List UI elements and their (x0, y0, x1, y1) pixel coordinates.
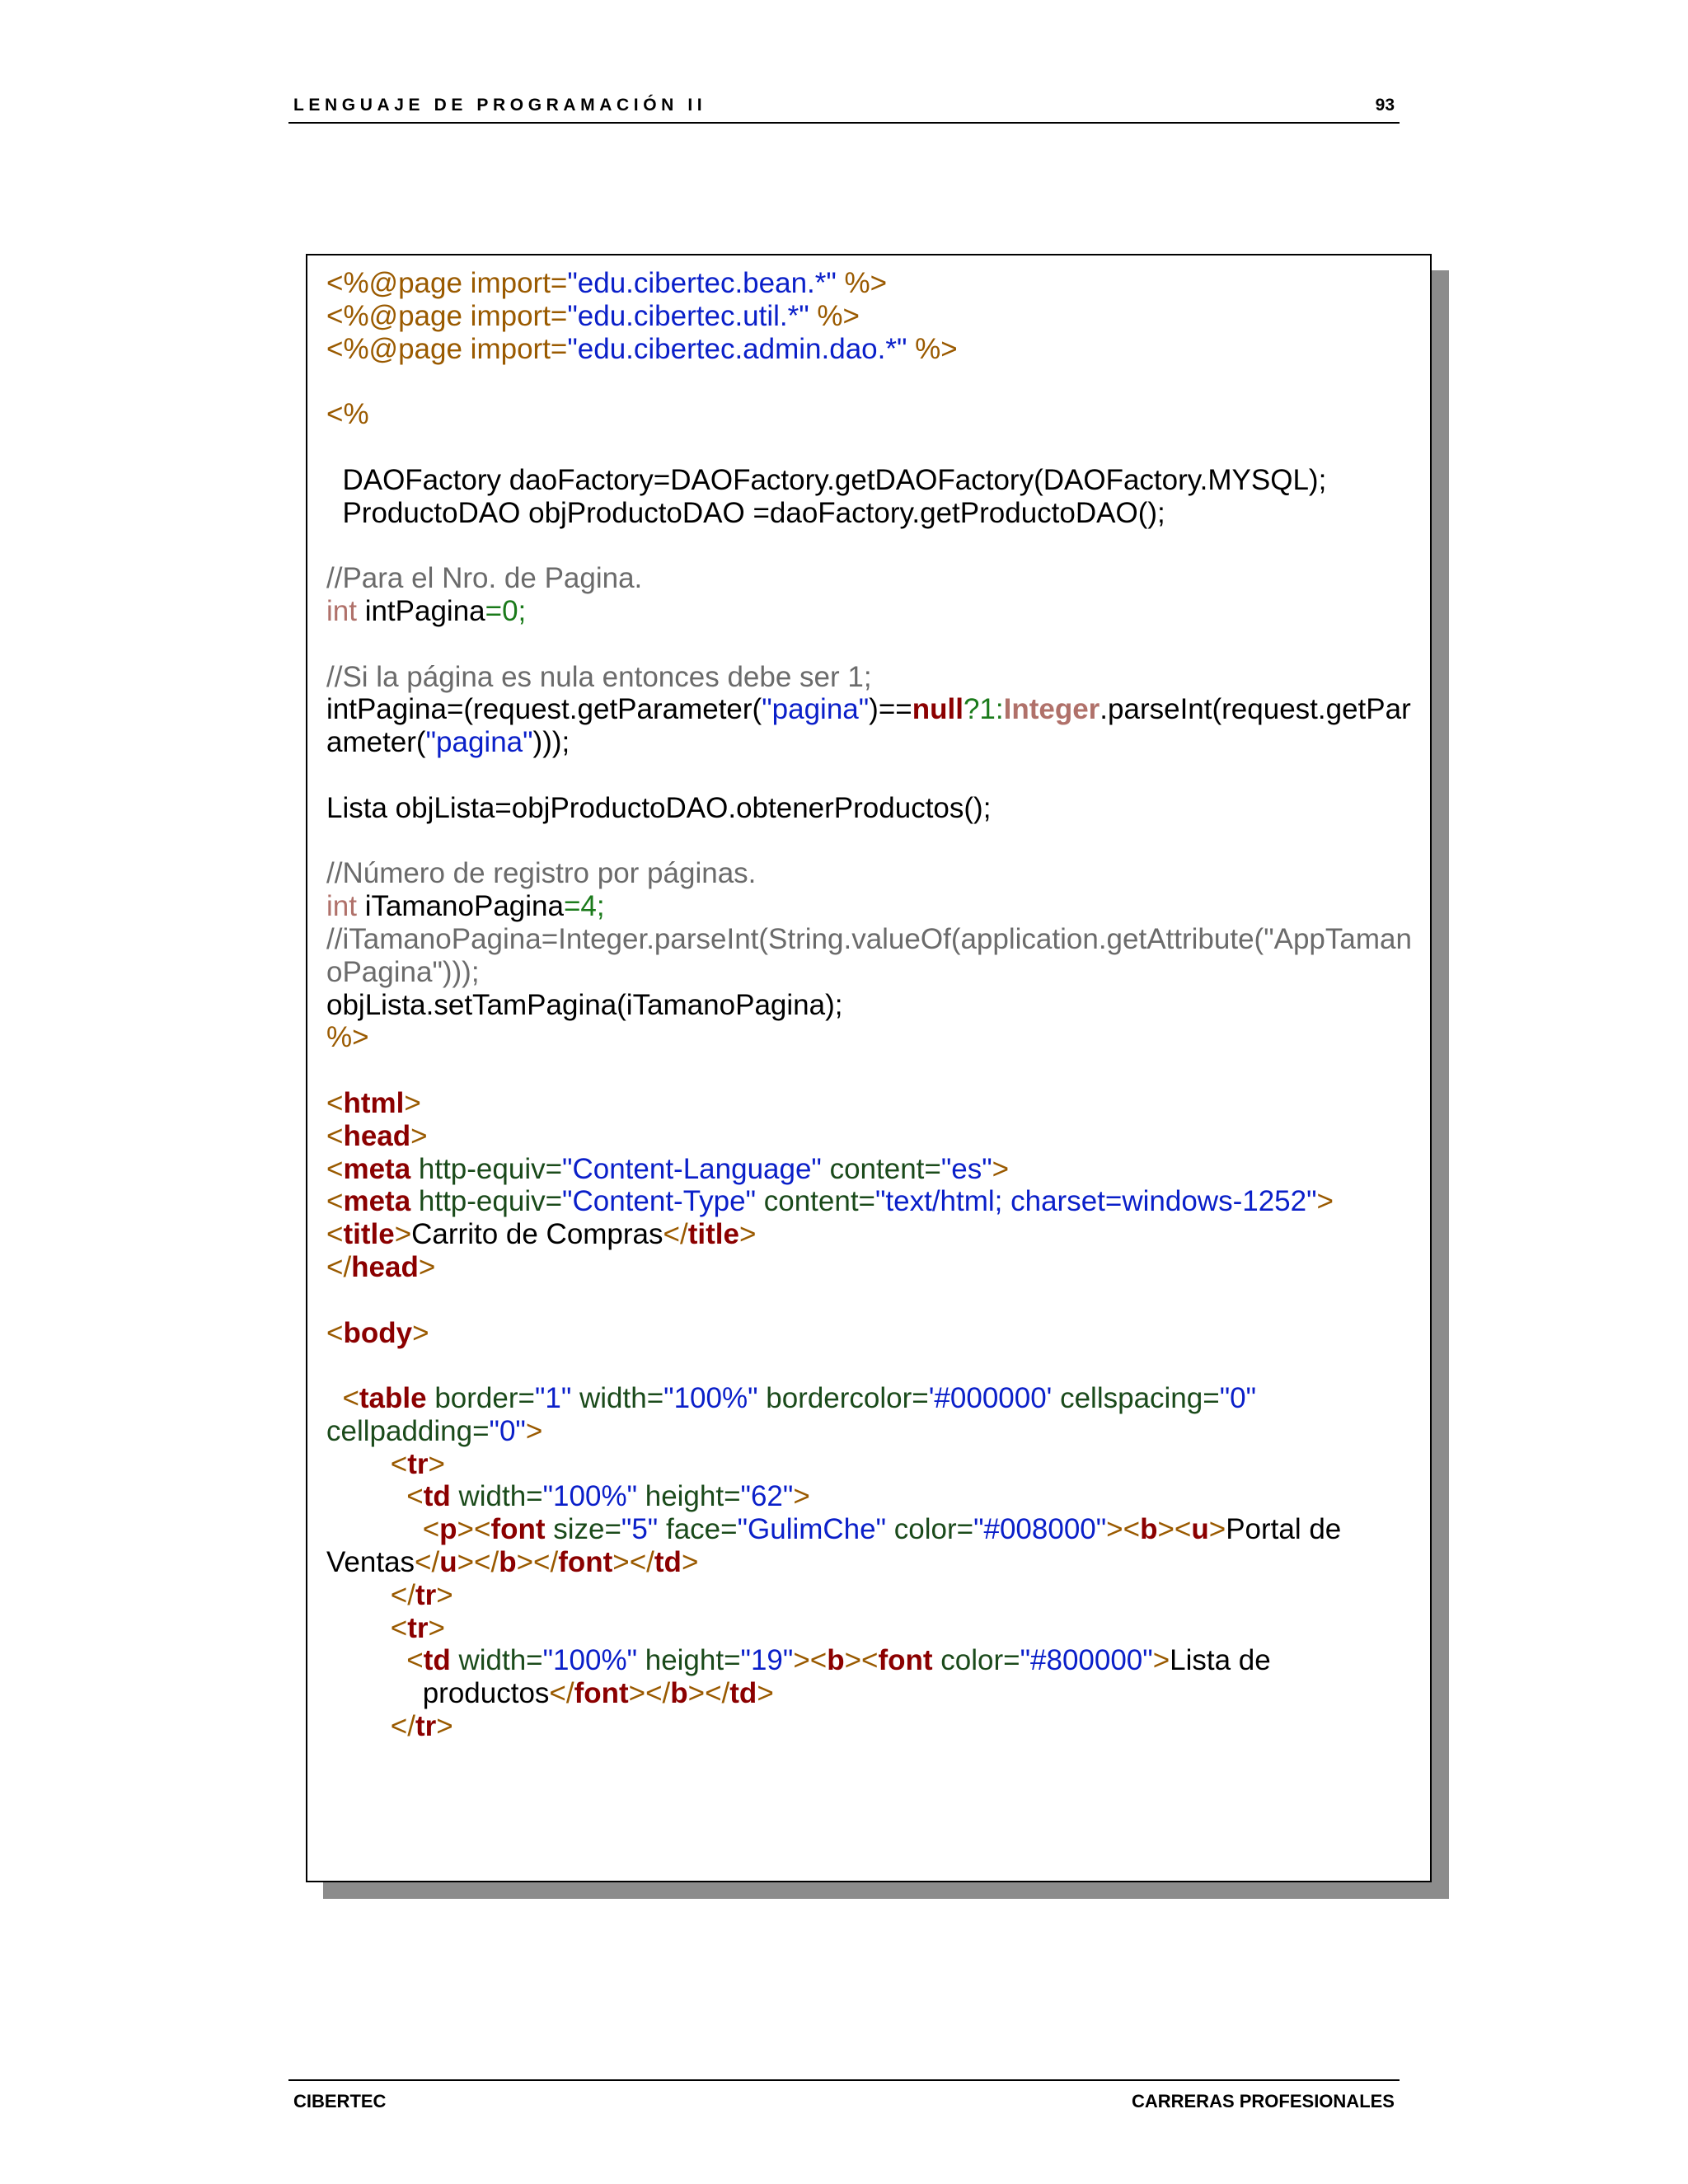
code-line: <table border="1" width="100%" bordercolor='#000000' cellspacing="0" (342, 1382, 1257, 1415)
code-line: Lista objLista=objProductoDAO.obtenerProductos(); (326, 791, 992, 824)
code-line (326, 595, 1423, 628)
attribute: content= (756, 1185, 875, 1218)
tag-name: title (343, 1218, 395, 1251)
blank-line (326, 1349, 1423, 1382)
string: '#000000' (928, 1382, 1053, 1415)
attribute: color= (932, 1644, 1020, 1677)
tag-name: meta (343, 1185, 411, 1218)
tag-name: b (1140, 1513, 1158, 1546)
blank-line (326, 1284, 1423, 1317)
code-line: DAOFactory daoFactory=DAOFactory.getDAOFactory(DAOFactory.MYSQL); (326, 463, 1327, 496)
tag-name: title (687, 1218, 739, 1251)
assignment: =4; (563, 890, 605, 923)
code-line: <title>Carrito de Compras</title> (326, 1218, 757, 1251)
title-text: Carrito de Compras (411, 1218, 663, 1251)
string: "100%" (542, 1480, 637, 1513)
scriptlet-close: %> (326, 1021, 369, 1054)
tag-name: tr (415, 1710, 437, 1743)
running-title: LENGUAJE DE PROGRAMACIÓN II (293, 96, 707, 115)
page-header (288, 92, 1400, 124)
blank-line (326, 1054, 1423, 1087)
string: "text/html; charset=windows-1252" (875, 1185, 1317, 1218)
code-line: <body> (326, 1316, 429, 1349)
code-line: ProductoDAO objProductoDAO =daoFactory.getProductoDAO(); (326, 496, 1165, 529)
code-line: productos</font></b></td> (422, 1677, 774, 1710)
string: "edu.cibertec.admin.dao.*" (567, 332, 907, 365)
code-line (326, 726, 1423, 759)
code-line: <td width="100%" height="62"> (406, 1480, 810, 1513)
type-name: Integer (1003, 693, 1100, 726)
string: "19" (740, 1644, 794, 1677)
blank-line (326, 825, 1423, 858)
tag-name: body (343, 1316, 413, 1349)
assignment: =0; (485, 594, 527, 627)
code-line (326, 333, 1423, 366)
string: "100%" (663, 1382, 758, 1415)
code-line: <tr> (390, 1447, 445, 1480)
code-line: <html> (326, 1086, 421, 1119)
cell-text: productos (422, 1677, 550, 1710)
tag-name: td (729, 1677, 757, 1710)
tag-name: u (1191, 1513, 1209, 1546)
attribute: cellspacing= (1052, 1382, 1220, 1415)
code-line: Ventas</u></b></font></td> (326, 1546, 699, 1579)
code-line: cellpadding="0"> (326, 1414, 543, 1447)
blank-line (326, 365, 1423, 398)
string: "Content-Language" (562, 1152, 822, 1185)
tag-name: u (439, 1546, 457, 1579)
attribute: content= (821, 1152, 941, 1185)
keyword: int (326, 890, 357, 923)
attribute: color= (886, 1513, 974, 1546)
identifier: iTamanoPagina (356, 890, 564, 923)
attribute: border= (426, 1382, 535, 1415)
code-text: ?1: (963, 693, 1004, 726)
code-line: <p><font size="5" face="GulimChe" color="#008000"><b><u>Portal de (422, 1513, 1342, 1546)
string: "#800000" (1020, 1644, 1153, 1677)
tag-name: font (878, 1644, 933, 1677)
code-line (326, 300, 1423, 333)
code-line: <td width="100%" height="19"><b><font color="#800000">Lista de (406, 1644, 1271, 1677)
identifier: intPagina (356, 594, 485, 627)
tag-name: font (490, 1513, 546, 1546)
directive: <%@page import= (326, 332, 568, 365)
tag-name: p (439, 1513, 457, 1546)
string: "GulimChe" (737, 1513, 887, 1546)
attribute: bordercolor= (757, 1382, 929, 1415)
code-line: <tr> (390, 1611, 445, 1644)
blank-line (326, 628, 1423, 661)
attribute: size= (545, 1513, 621, 1546)
tag-name: td (654, 1546, 682, 1579)
attribute: height= (637, 1644, 741, 1677)
cell-text: Lista de (1170, 1644, 1271, 1677)
code-line: objLista.setTamPagina(iTamanoPagina); (326, 988, 843, 1021)
cell-text: Portal de (1226, 1513, 1342, 1546)
tag-name: tr (407, 1611, 429, 1644)
directive: %> (836, 267, 888, 299)
comment-line: oPagina"))); (326, 955, 480, 988)
comment-line: //iTamanoPagina=Integer.parseInt(String.valueOf(application.getAttribute("AppTaman (326, 922, 1412, 955)
blank-line (326, 759, 1423, 792)
code-listing-box (306, 254, 1432, 1882)
code-line (326, 267, 1423, 300)
tag-name: font (574, 1677, 629, 1710)
attribute: http-equiv= (410, 1152, 563, 1185)
string: "62" (740, 1480, 794, 1513)
string: "0" (1219, 1382, 1257, 1415)
code-line: </tr> (390, 1578, 453, 1611)
page-number: 93 (1375, 96, 1395, 115)
string: "100%" (542, 1644, 637, 1677)
code-line: <meta http-equiv="Content-Language" content="es"> (326, 1152, 1010, 1185)
string: "0" (489, 1414, 526, 1447)
tag-name: td (423, 1480, 451, 1513)
directive: <%@page import= (326, 299, 568, 332)
tag-name: b (499, 1546, 517, 1579)
blank-line (326, 431, 1423, 464)
attribute: width= (571, 1382, 664, 1415)
attribute: width= (450, 1480, 543, 1513)
attribute: width= (450, 1644, 543, 1677)
attribute: height= (637, 1480, 741, 1513)
string: "#008000" (973, 1513, 1107, 1546)
string: "es" (940, 1152, 992, 1185)
code-listing (326, 267, 1423, 1743)
attribute: cellpadding= (326, 1414, 490, 1447)
string: "1" (534, 1382, 572, 1415)
tag-name: meta (343, 1152, 411, 1185)
code-text: .parseInt(request.getPar (1100, 693, 1411, 726)
directive: <%@page import= (326, 267, 568, 299)
tag-name: head (351, 1250, 419, 1283)
code-line: <head> (326, 1119, 428, 1152)
directive: %> (809, 299, 860, 332)
directive: %> (907, 332, 958, 365)
cell-text: Ventas (326, 1546, 415, 1579)
code-line: <meta http-equiv="Content-Type" content="text/html; charset=windows-1252"> (326, 1185, 1334, 1218)
attribute: http-equiv= (410, 1185, 563, 1218)
keyword: null (912, 693, 964, 726)
tag-name: b (670, 1677, 688, 1710)
tag-name: td (423, 1644, 451, 1677)
page-footer (288, 2079, 1400, 2111)
tag-name: table (359, 1382, 427, 1415)
code-line: </head> (326, 1250, 436, 1283)
blank-line (326, 529, 1423, 562)
code-line (326, 890, 1423, 923)
tag-name: head (343, 1119, 411, 1152)
code-text: )== (869, 693, 912, 726)
code-text: intPagina=(request.getParameter( (326, 693, 762, 726)
tag-name: html (343, 1086, 405, 1119)
footer-right: CARRERAS PROFESIONALES (1131, 2091, 1395, 2111)
footer-left: CIBERTEC (293, 2091, 387, 2111)
code-text: ameter( (326, 726, 426, 759)
tag-name: font (558, 1546, 613, 1579)
string: "pagina" (762, 693, 870, 726)
code-line (326, 693, 1423, 726)
scriptlet-open: <% (326, 398, 369, 431)
code-text: ))); (532, 726, 570, 759)
code-line: </tr> (390, 1710, 453, 1743)
comment-line: //Número de registro por páginas. (326, 857, 757, 890)
string: "pagina" (425, 726, 533, 759)
tag-name: b (827, 1644, 845, 1677)
string: "edu.cibertec.util.*" (567, 299, 809, 332)
attribute: face= (658, 1513, 738, 1546)
comment-line: //Si la página es nula entonces debe ser 1; (326, 660, 872, 693)
string: "edu.cibertec.bean.*" (567, 267, 837, 299)
string: "Content-Type" (562, 1185, 757, 1218)
string: "5" (621, 1513, 659, 1546)
tag-name: tr (407, 1447, 429, 1480)
comment-line: //Para el Nro. de Pagina. (326, 562, 643, 595)
tag-name: tr (415, 1578, 437, 1611)
keyword: int (326, 594, 357, 627)
